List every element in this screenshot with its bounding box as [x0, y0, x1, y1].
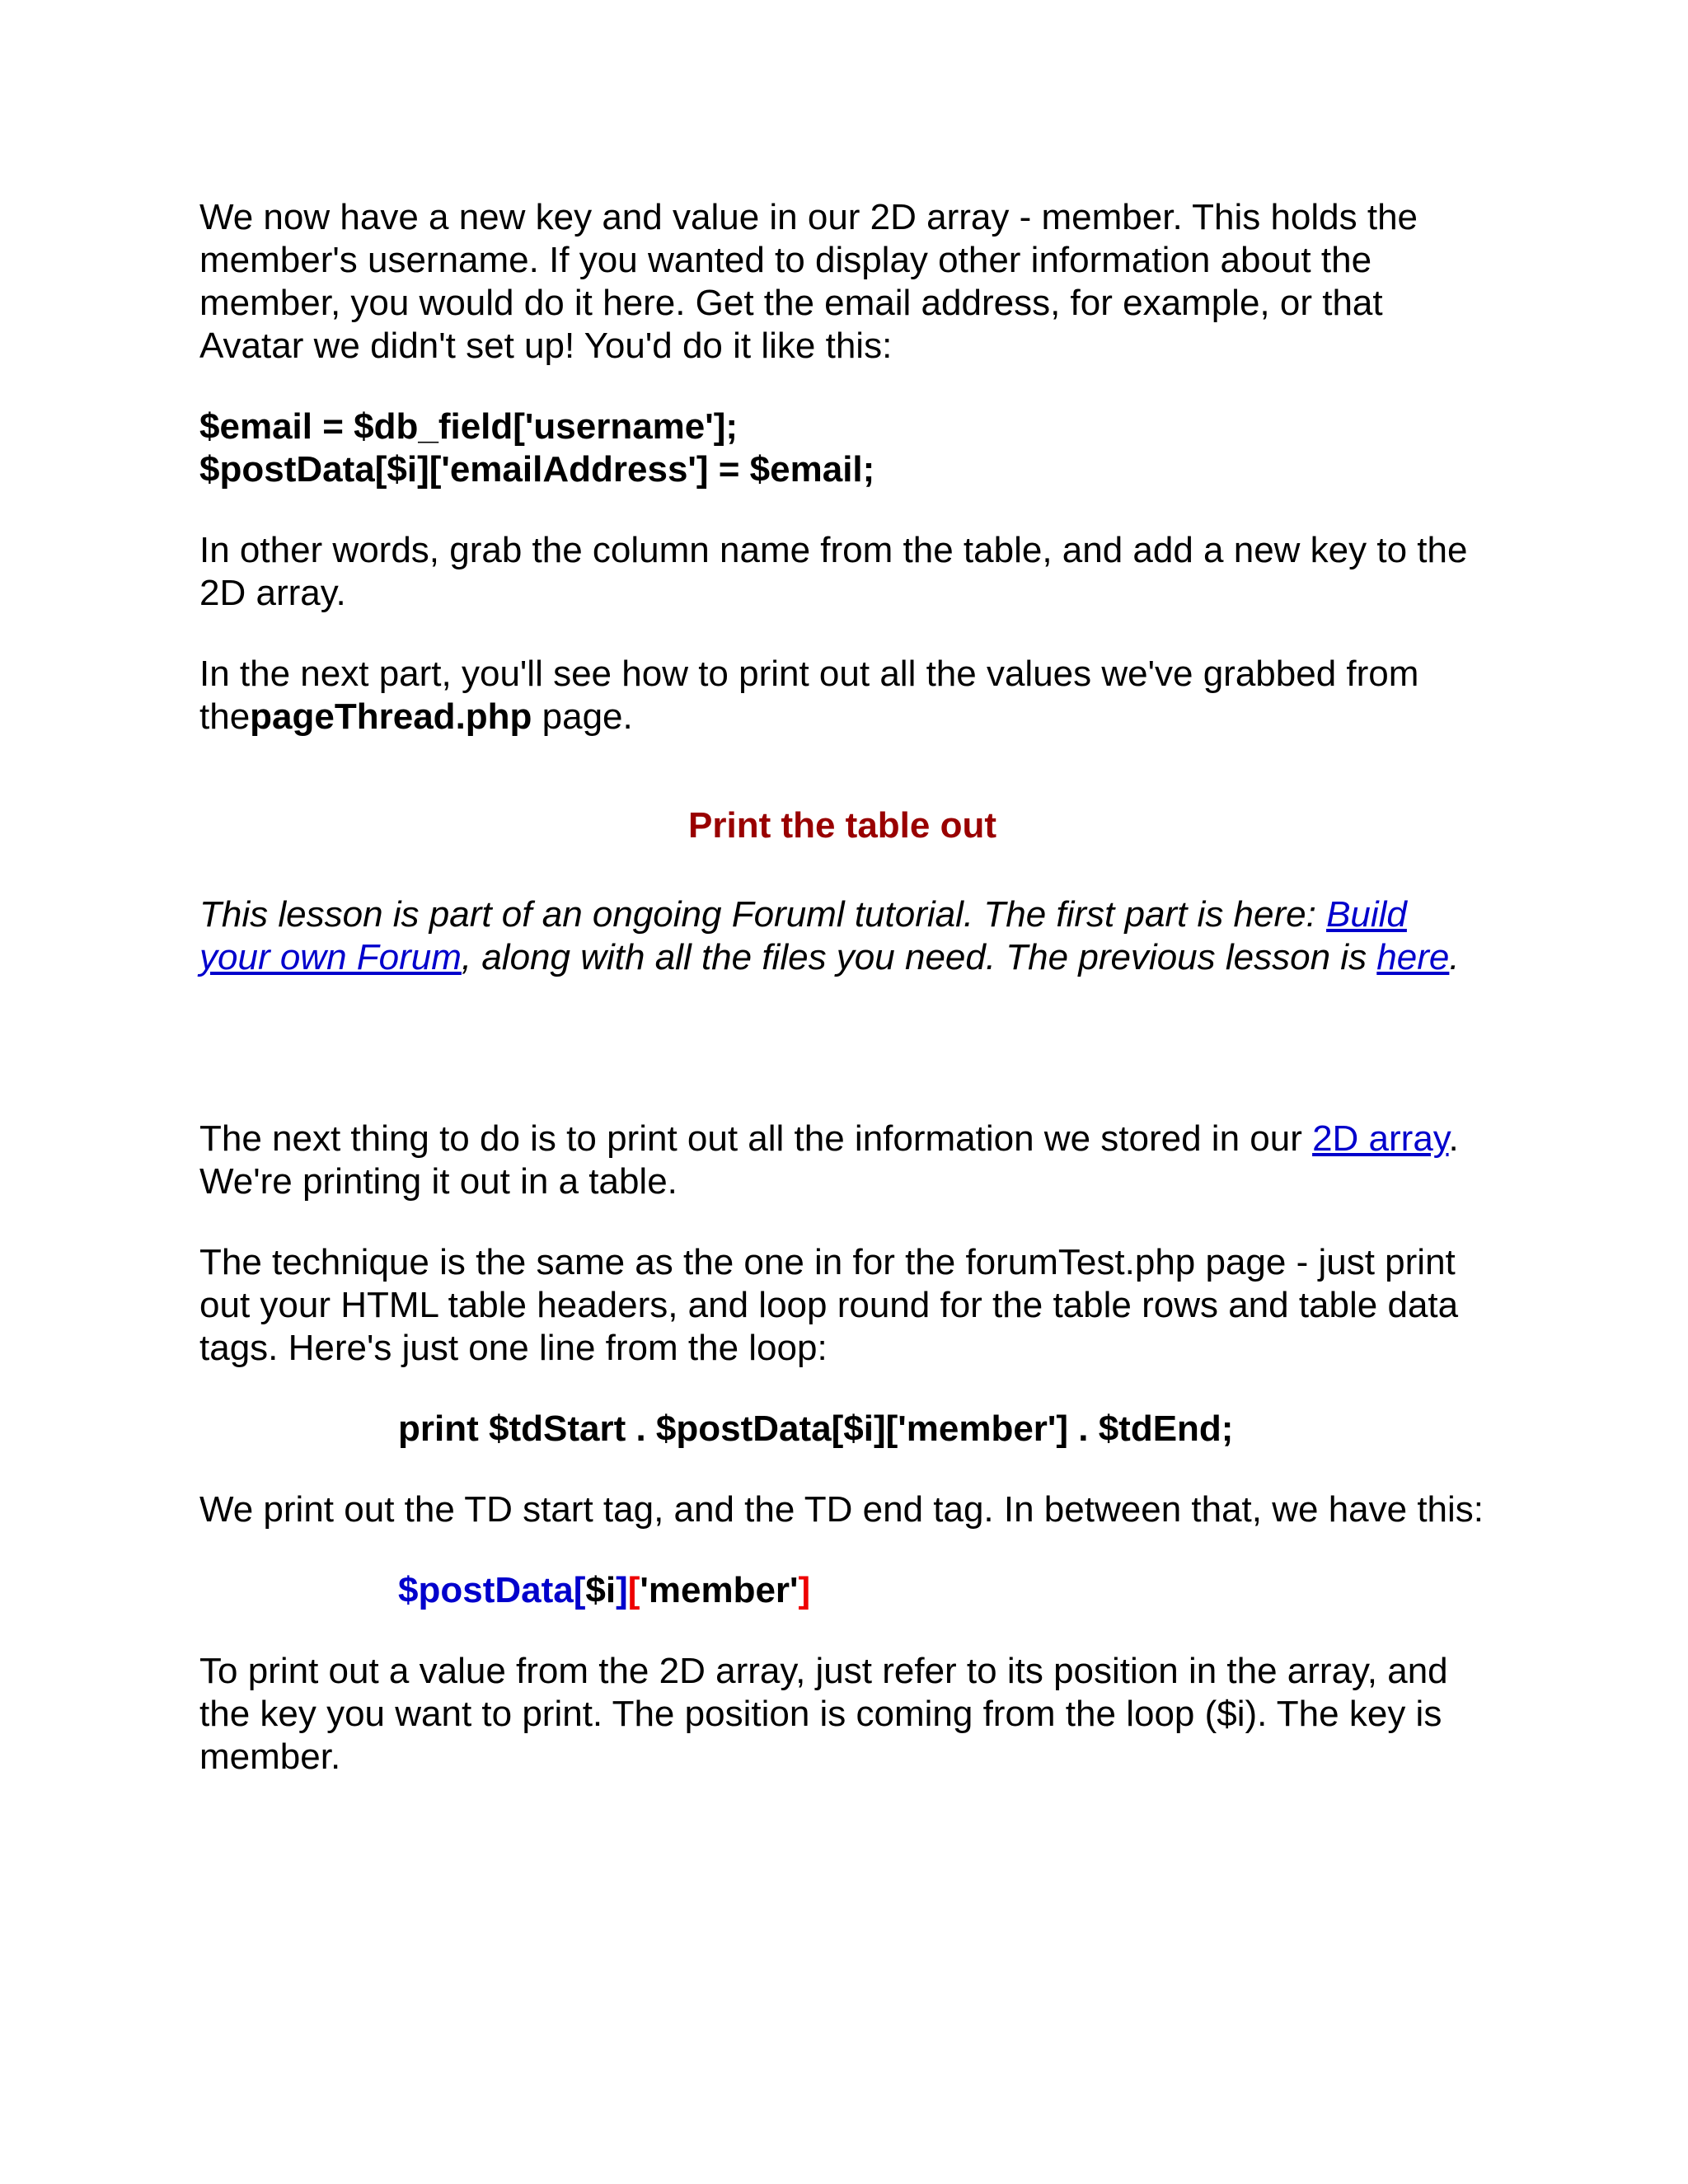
build-forum-link[interactable]: Build your own Forum: [199, 894, 1407, 977]
code-token-open-bracket: [: [573, 1570, 586, 1610]
print-info-prefix: The next thing to do is to print out all the information we stored in our: [199, 1118, 1313, 1159]
code-token-close-bracket: ]: [616, 1570, 628, 1610]
next-part-paragraph: [199, 653, 1485, 738]
filename-bold: pageThread.php: [250, 696, 532, 737]
next-part-prefix: In the next part, you'll see how to print out all the values we've grabbed from the: [199, 654, 1419, 737]
loop-code-line: print $tdStart . $postData[$i]['member'] . $tdEnd;: [398, 1408, 1234, 1449]
technique-paragraph: The technique is the same as the one in for the forumTest.php page - just print out your HTML table headers, and loop round for the table rows and table data tags. Here's just one line from the loop:: [199, 1242, 1459, 1368]
print-info-suffix: . We're printing it out in a table.: [199, 1118, 1459, 1202]
code-example: [199, 405, 1485, 491]
previous-lesson-link[interactable]: here: [1376, 937, 1450, 977]
lesson-note: [199, 893, 1485, 979]
code-token-key: 'member': [640, 1570, 799, 1610]
final-paragraph: To print out a value from the 2D array, just refer to its position in the array, and the key you want to print. The position is coming from the loop ($i). The key is member.: [199, 1651, 1448, 1777]
intro-paragraph: We now have a new key and value in our 2D array - member. This holds the member's username. If you wanted to display other information about the member, you would do it here. Get the email address, for example, or that Avatar we didn't set up! You'd do it like this:: [199, 197, 1418, 366]
lesson-note-prefix: This lesson is part of an ongoing Foruml tutorial. The first part is here:: [199, 894, 1327, 935]
lesson-note-suffix: .: [1449, 937, 1460, 977]
colored-code-line: [199, 1569, 1485, 1612]
code-token-index: $i: [585, 1570, 617, 1610]
document-page: [199, 196, 1485, 1779]
explain-paragraph: In other words, grab the column name from the table, and add a new key to the 2D array.: [199, 530, 1468, 613]
section-heading: Print the table out: [688, 805, 996, 846]
next-part-suffix: page.: [532, 696, 633, 737]
2d-array-link[interactable]: 2D array: [1312, 1118, 1449, 1159]
code-token-open-bracket-red: [: [627, 1570, 640, 1610]
lesson-note-middle: , along with all the files you need. The previous lesson is: [461, 937, 1377, 977]
code-token-close-bracket-red: ]: [798, 1570, 811, 1610]
print-info-paragraph: [199, 1118, 1485, 1203]
code-line-email: $email = $db_field['username'];: [199, 406, 738, 447]
td-explain-paragraph: We print out the TD start tag, and the TD end tag. In between that, we have this:: [199, 1489, 1484, 1530]
code-token-variable: $postData: [398, 1570, 574, 1610]
code-line-postdata: $postData[$i]['emailAddress'] = $email;: [199, 449, 875, 490]
